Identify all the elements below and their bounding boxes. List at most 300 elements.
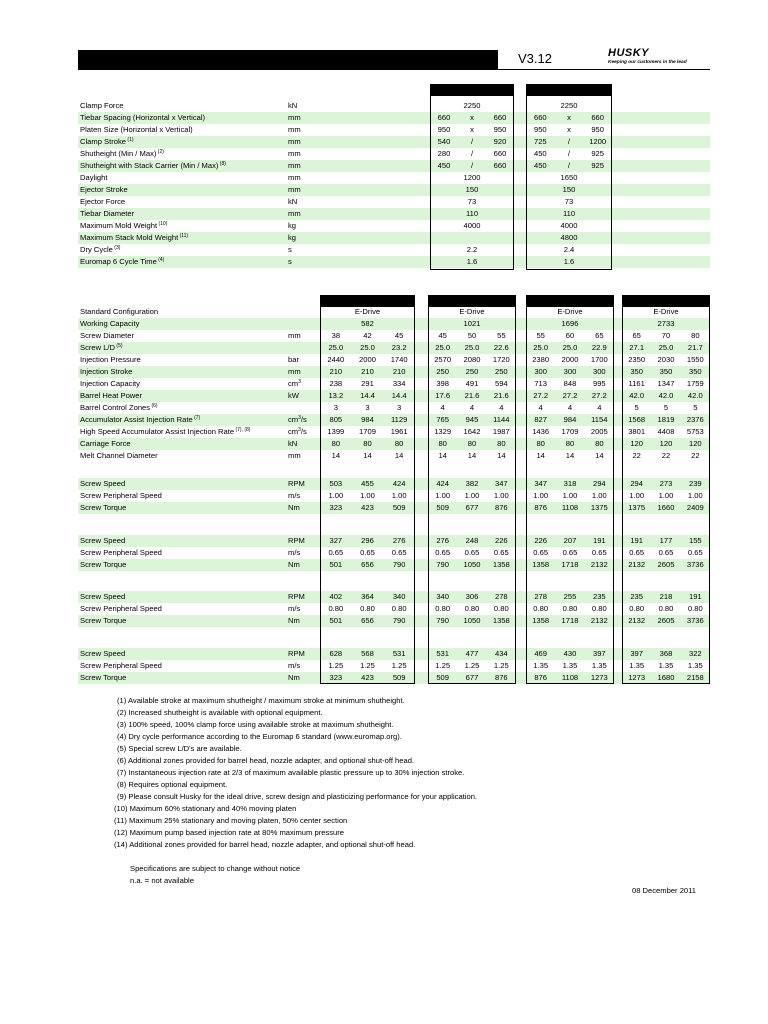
unit-cell: RPM	[288, 649, 305, 658]
value-cell: 250	[494, 367, 508, 376]
unit-cell: mm	[288, 209, 301, 218]
value-cell: 950	[437, 125, 451, 134]
value-cell: 1200	[589, 137, 607, 146]
value-cell: 210	[361, 367, 374, 376]
value-cell: 3	[365, 403, 370, 412]
value-cell: 2570	[434, 355, 452, 364]
value-cell: 984	[563, 415, 577, 424]
value-cell: 1.00	[435, 491, 451, 500]
spec-label: Carriage Force	[80, 439, 131, 448]
spec-label: Tiebar Spacing (Horizontal x Vertical)	[80, 113, 206, 122]
value-cell: 984	[361, 415, 374, 424]
footnote: (10) Maximum 60% stationary and 40% moving platen	[114, 804, 297, 813]
value-cell: 424	[436, 479, 449, 488]
value-cell: 210	[392, 367, 406, 376]
value-cell: /	[470, 161, 474, 170]
value-cell: 1.35	[533, 661, 549, 670]
value-cell: 25.0	[464, 343, 480, 352]
spec-label: Standard Configuration	[80, 307, 159, 316]
value-cell: /	[567, 137, 571, 146]
value-cell: 347	[534, 479, 547, 488]
value-cell: 1.25	[464, 661, 480, 670]
value-cell: 1961	[390, 427, 408, 436]
value-cell: 1.25	[493, 661, 509, 670]
version-label: V3.12	[518, 51, 552, 66]
value-cell: 713	[534, 379, 547, 388]
value-cell: 1700	[590, 355, 608, 364]
value-cell: 660	[533, 113, 547, 122]
unit-cell: m/s	[288, 604, 301, 613]
value-cell: 1720	[492, 355, 510, 364]
value-cell: 450	[533, 161, 547, 170]
value-cell: 540	[437, 137, 451, 146]
column-header-bar	[526, 84, 612, 95]
value-cell: 582	[361, 319, 374, 328]
value-cell: 14	[565, 451, 575, 460]
column-header-bar	[622, 295, 710, 306]
value-cell: 294	[630, 479, 643, 488]
value-cell: 14	[394, 451, 404, 460]
footnote: (6) Additional zones provided for barrel head, nozzle adapter, and optional shut-off head.	[117, 756, 415, 765]
value-cell: 4000	[463, 221, 481, 230]
value-cell: 273	[659, 479, 673, 488]
value-cell: 38	[331, 331, 341, 340]
value-cell: 1358	[532, 616, 550, 625]
unit-cell: kN	[288, 197, 298, 206]
unit-cell: m/s	[288, 661, 301, 670]
value-cell: 1740	[390, 355, 408, 364]
value-cell: 0.65	[562, 548, 578, 557]
unit-cell: mm	[288, 137, 301, 146]
value-cell: 42	[363, 331, 372, 340]
value-cell: 1375	[628, 503, 646, 512]
value-cell: 1050	[463, 560, 481, 569]
spec-label: Daylight	[80, 173, 108, 182]
unit-cell: Nm	[288, 560, 300, 569]
value-cell: 509	[436, 673, 449, 682]
value-cell: x	[470, 125, 474, 134]
value-cell: 0.80	[562, 604, 578, 613]
footnote: (9) Please consult Husky for the ideal drive, screw design and plasticizing performance for your application.	[117, 792, 478, 801]
value-cell: 469	[534, 649, 547, 658]
value-cell: 110	[465, 209, 479, 218]
value-cell: 55	[497, 331, 506, 340]
value-cell: 2605	[657, 560, 675, 569]
value-cell: 509	[392, 503, 406, 512]
brand-name: HUSKY	[608, 47, 650, 59]
spec-label: Screw Torque	[80, 560, 127, 569]
value-cell: 434	[494, 649, 508, 658]
value-cell: 368	[659, 649, 673, 658]
spec-label: Tiebar Diameter	[80, 209, 135, 218]
spec-label: Screw Speed	[80, 592, 126, 601]
value-cell: 4	[440, 403, 445, 412]
value-cell: 210	[329, 367, 343, 376]
value-cell: 0.65	[360, 548, 375, 557]
value-cell: 4	[597, 403, 602, 412]
value-cell: 27.2	[533, 391, 549, 400]
value-cell: 1375	[590, 503, 608, 512]
value-cell: 4	[567, 403, 573, 412]
value-cell: E-Drive	[459, 307, 485, 316]
value-cell: /	[470, 137, 474, 146]
value-cell: 1.00	[328, 491, 344, 500]
value-cell: 725	[533, 137, 547, 146]
value-cell: 382	[465, 479, 479, 488]
value-cell: 0.65	[464, 548, 480, 557]
value-cell: 17.6	[435, 391, 451, 400]
spec-label: Screw Peripheral Speed	[80, 604, 162, 613]
value-cell: 1358	[532, 560, 550, 569]
value-cell: 0.80	[464, 604, 480, 613]
value-cell: 2132	[628, 560, 646, 569]
value-cell: 491	[465, 379, 479, 388]
value-cell: 397	[592, 649, 606, 658]
row-stripe	[78, 256, 710, 268]
spec-label: Euromap 6 Cycle Time $^{(4)}$	[80, 257, 165, 266]
spec-label: Screw Diameter	[80, 331, 135, 340]
value-cell: 1680	[657, 673, 675, 682]
value-cell: 455	[361, 479, 374, 488]
spec-label: Screw Speed	[80, 649, 126, 658]
value-cell: 398	[436, 379, 449, 388]
value-cell: 503	[329, 479, 343, 488]
value-cell: 656	[361, 616, 374, 625]
value-cell: 22.9	[591, 343, 607, 352]
column-header-bar	[428, 295, 516, 306]
value-cell: 25.0	[658, 343, 674, 352]
value-cell: 568	[361, 649, 374, 658]
value-cell: 950	[533, 125, 547, 134]
value-cell: 14.4	[391, 391, 407, 400]
value-cell: 1.00	[591, 491, 607, 500]
value-cell: 14	[536, 451, 545, 460]
footnote: (2) Increased shutheight is available with optional equipment.	[117, 708, 323, 717]
value-cell: 250	[465, 367, 479, 376]
value-cell: 350	[688, 367, 702, 376]
value-cell: 2030	[657, 355, 675, 364]
value-cell: 2733	[657, 319, 675, 328]
value-cell: x	[567, 113, 571, 122]
value-cell: 2409	[686, 503, 704, 512]
value-cell: 14	[497, 451, 506, 460]
value-cell: 1273	[628, 673, 646, 682]
value-cell: 4408	[657, 427, 675, 436]
value-cell: 660	[437, 113, 451, 122]
value-cell: 23.2	[391, 343, 407, 352]
value-cell: 876	[494, 673, 508, 682]
unit-cell: kN	[288, 101, 298, 110]
value-cell: 300	[563, 367, 577, 376]
value-cell: 1.35	[629, 661, 645, 670]
value-cell: 2376	[686, 415, 704, 424]
value-cell: 1144	[493, 415, 510, 424]
value-cell: 0.80	[391, 604, 407, 613]
spec-label: Maximum Mold Weight $^{(10)}$	[80, 221, 168, 230]
unit-cell: RPM	[288, 592, 305, 601]
spec-label: Screw Speed	[80, 479, 126, 488]
value-cell: 22	[661, 451, 671, 460]
value-cell: 677	[465, 673, 479, 682]
value-cell: 1819	[657, 415, 675, 424]
na-note: n.a. = not available	[130, 876, 194, 885]
value-cell: 1399	[327, 427, 345, 436]
value-cell: 0.65	[435, 548, 451, 557]
value-cell: 239	[688, 479, 702, 488]
value-cell: 477	[465, 649, 479, 658]
value-cell: 5	[663, 403, 669, 412]
spec-label: High Speed Accumulator Assist Injection Rate $^{(7), (8)}$	[80, 427, 251, 436]
unit-cell: mm	[288, 149, 301, 158]
value-cell: 340	[392, 592, 406, 601]
value-cell: 22	[632, 451, 641, 460]
value-cell: 42.0	[687, 391, 703, 400]
value-cell: 323	[329, 503, 343, 512]
value-cell: 13.2	[328, 391, 344, 400]
value-cell: 80	[331, 439, 341, 448]
value-cell: 55	[536, 331, 545, 340]
value-cell: 45	[394, 331, 404, 340]
value-cell: 14	[595, 451, 604, 460]
value-cell: 65	[595, 331, 604, 340]
value-cell: 1347	[657, 379, 675, 388]
value-cell: x	[470, 113, 474, 122]
value-cell: 1550	[686, 355, 704, 364]
value-cell: 2440	[327, 355, 345, 364]
value-cell: 450	[437, 161, 451, 170]
value-cell: 1.00	[533, 491, 549, 500]
spec-label: Maximum Stack Mold Weight $^{(11)}$	[80, 233, 189, 242]
value-cell: 1.00	[464, 491, 480, 500]
value-cell: 120	[630, 439, 643, 448]
value-cell: 45	[438, 331, 447, 340]
unit-cell: bar	[288, 355, 299, 364]
value-cell: 318	[563, 479, 577, 488]
value-cell: 248	[465, 536, 479, 545]
value-cell: 1161	[628, 379, 645, 388]
spec-label: Platen Size (Horizontal x Vertical)	[80, 125, 193, 134]
value-cell: 501	[329, 616, 343, 625]
value-cell: 2000	[561, 355, 579, 364]
value-cell: 0.65	[328, 548, 344, 557]
value-cell: 790	[392, 560, 406, 569]
value-cell: 950	[493, 125, 507, 134]
value-cell: 27.1	[629, 343, 645, 352]
value-cell: 1.00	[360, 491, 375, 500]
spec-label: Dry Cycle $^{(3)}$	[80, 245, 121, 254]
value-cell: 4	[538, 403, 543, 412]
value-cell: 531	[436, 649, 449, 658]
value-cell: 5	[693, 403, 698, 412]
value-cell: 1329	[434, 427, 452, 436]
value-cell: 21.7	[687, 343, 703, 352]
spec-label: Working Capacity	[80, 319, 140, 328]
unit-cell: $cm^3/s$	[288, 415, 307, 424]
value-cell: 509	[392, 673, 406, 682]
value-cell: 424	[392, 479, 406, 488]
value-cell: 250	[436, 367, 449, 376]
value-cell: 218	[659, 592, 673, 601]
value-cell: 80	[438, 439, 447, 448]
value-cell: 945	[465, 415, 479, 424]
value-cell: 80	[565, 439, 575, 448]
date-label: 08 December 2011	[632, 886, 697, 895]
value-cell: 1718	[561, 616, 579, 625]
spec-label: Screw Torque	[80, 503, 127, 512]
unit-cell: kW	[288, 391, 299, 400]
unit-cell: kg	[288, 233, 297, 242]
value-cell: 110	[562, 209, 576, 218]
unit-cell: s	[288, 245, 292, 254]
value-cell: 1.00	[562, 491, 578, 500]
unit-cell: mm	[288, 173, 301, 182]
value-cell: 1.35	[562, 661, 578, 670]
value-cell: 25.0	[360, 343, 375, 352]
value-cell: 4800	[560, 233, 578, 242]
value-cell: 628	[329, 649, 343, 658]
unit-cell: mm	[288, 125, 301, 134]
value-cell: 207	[563, 536, 577, 545]
value-cell: 925	[591, 149, 604, 158]
unit-cell: kN	[288, 439, 298, 448]
value-cell: 1759	[686, 379, 704, 388]
value-cell: 322	[688, 649, 702, 658]
value-cell: 70	[661, 331, 671, 340]
value-cell: 278	[494, 592, 508, 601]
value-cell: 660	[591, 113, 604, 122]
value-cell: 14.4	[360, 391, 375, 400]
value-cell: 364	[361, 592, 374, 601]
value-cell: 2350	[628, 355, 646, 364]
value-cell: 0.80	[533, 604, 549, 613]
unit-cell: mm	[288, 451, 301, 460]
value-cell: E-Drive	[557, 307, 583, 316]
value-cell: 65	[632, 331, 641, 340]
value-cell: 255	[563, 592, 577, 601]
value-cell: 423	[361, 673, 374, 682]
unit-cell: RPM	[288, 479, 305, 488]
husky-logo	[608, 48, 700, 68]
value-cell: 1642	[463, 427, 481, 436]
value-cell: 660	[493, 161, 507, 170]
value-cell: 2158	[686, 673, 704, 682]
footnote: (4) Dry cycle performance according to the Euromap 6 standard (www.euromap.org).	[117, 732, 402, 741]
value-cell: 790	[436, 616, 449, 625]
value-cell: 27.2	[562, 391, 578, 400]
value-cell: 848	[563, 379, 577, 388]
value-cell: 278	[534, 592, 547, 601]
value-cell: 80	[363, 439, 372, 448]
spec-label: Screw Speed	[80, 536, 126, 545]
value-cell: 14	[363, 451, 372, 460]
value-cell: 1129	[390, 415, 408, 424]
unit-cell: s	[288, 257, 292, 266]
value-cell: 350	[659, 367, 673, 376]
value-cell: /	[567, 149, 571, 158]
value-cell: 790	[392, 616, 406, 625]
value-cell: 323	[329, 673, 343, 682]
value-cell: 4	[469, 403, 475, 412]
column-header-bar	[526, 295, 614, 306]
value-cell: 1.6	[466, 257, 478, 266]
value-cell: 2132	[590, 560, 608, 569]
value-cell: E-Drive	[653, 307, 679, 316]
value-cell: 120	[688, 439, 702, 448]
spec-label: Injection Stroke	[80, 367, 133, 376]
value-cell: 60	[565, 331, 575, 340]
value-cell: 25.0	[562, 343, 578, 352]
value-cell: 2000	[359, 355, 376, 364]
value-cell: 276	[436, 536, 449, 545]
value-cell: 950	[591, 125, 604, 134]
value-cell: 2605	[657, 616, 675, 625]
value-cell: 1050	[463, 616, 481, 625]
value-cell: 1200	[463, 173, 481, 182]
value-cell: 80	[595, 439, 604, 448]
value-cell: 1358	[492, 560, 510, 569]
value-cell: 80	[691, 331, 700, 340]
value-cell: 14	[467, 451, 477, 460]
value-cell: 0.80	[493, 604, 509, 613]
value-cell: 656	[361, 560, 374, 569]
spec-label: Screw Peripheral Speed	[80, 491, 162, 500]
value-cell: 660	[493, 149, 507, 158]
value-cell: 300	[534, 367, 547, 376]
value-cell: 334	[392, 379, 406, 388]
unit-cell: $cm^3$	[288, 379, 301, 388]
value-cell: 73	[467, 197, 477, 206]
spec-label: Ejector Force	[80, 197, 126, 206]
value-cell: 660	[493, 113, 507, 122]
spec-label: Barrel Control Zones $^{(6)}$	[80, 403, 158, 412]
footnote: (7) Instantaneous injection rate at 2/3 of maximum available plastic pressure up to 30% injection stroke.	[117, 768, 465, 777]
value-cell: 280	[437, 149, 451, 158]
value-cell: 677	[465, 503, 479, 512]
value-cell: 995	[592, 379, 606, 388]
value-cell: 876	[494, 503, 508, 512]
value-cell: 5753	[686, 427, 704, 436]
spec-label: Screw L/D $^{(5)}$	[80, 343, 123, 352]
value-cell: 531	[392, 649, 406, 658]
value-cell: 1.25	[435, 661, 451, 670]
spec-label: Barrel Heat Power	[80, 391, 143, 400]
value-cell: 2132	[590, 616, 608, 625]
spec-label: Clamp Force	[80, 101, 124, 110]
value-cell: 5	[634, 403, 639, 412]
spec-label: Accumulator Assist Injection Rate $^{(7)}$	[80, 415, 201, 424]
value-cell: E-Drive	[354, 307, 381, 316]
value-cell: 306	[465, 592, 479, 601]
unit-cell: mm	[288, 113, 301, 122]
value-cell: 1108	[561, 673, 579, 682]
value-cell: 21.6	[464, 391, 480, 400]
value-cell: 0.80	[658, 604, 674, 613]
value-cell: 0.80	[629, 604, 645, 613]
value-cell: 2.4	[563, 245, 575, 254]
value-cell: 876	[534, 673, 547, 682]
spec-label: Screw Torque	[80, 616, 127, 625]
row-stripe	[78, 184, 710, 196]
value-cell: 150	[562, 185, 576, 194]
title-bar	[78, 50, 498, 69]
value-cell: 1273	[590, 673, 608, 682]
value-cell: 2380	[532, 355, 550, 364]
value-cell: 300	[592, 367, 606, 376]
value-cell: 294	[592, 479, 606, 488]
value-cell: 1.35	[591, 661, 607, 670]
unit-cell: mm	[288, 367, 301, 376]
value-cell: 80	[497, 439, 506, 448]
